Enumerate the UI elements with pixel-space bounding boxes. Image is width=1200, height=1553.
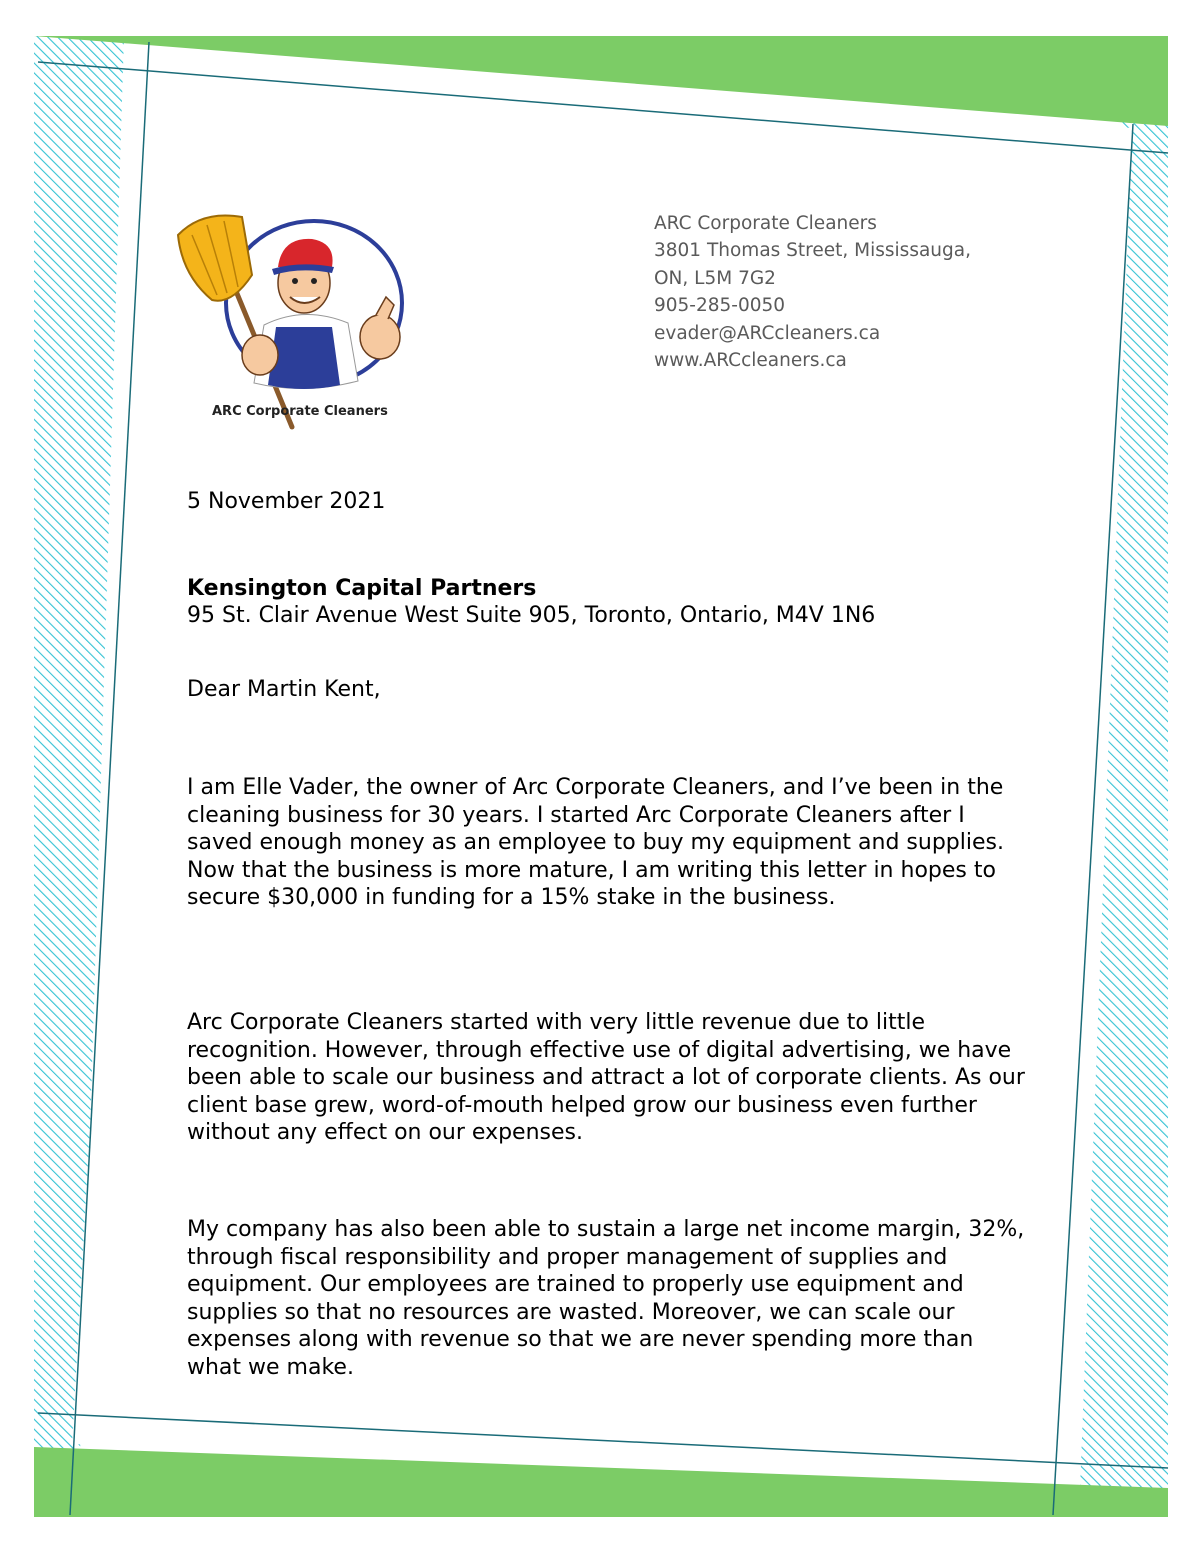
sender-address-line2: ON, L5M 7G2 xyxy=(654,267,776,289)
recipient-name: Kensington Capital Partners xyxy=(187,576,537,601)
salutation: Dear Martin Kent, xyxy=(187,677,381,702)
sender-website: www.ARCcleaners.ca xyxy=(654,350,847,372)
recipient-address: 95 St. Clair Avenue West Suite 905, Toronto, Ontario, M4V 1N6 xyxy=(187,603,876,628)
sender-company: ARC Corporate Cleaners xyxy=(654,213,877,234)
logo-caption: ARC Corporate Cleaners xyxy=(212,404,388,419)
body-paragraph: Arc Corporate Cleaners started with very little revenue due to little recognition. However, through effective use of digital advertising, we have been able to scale our business and attract a lot of corporate clients. As our client base grew, word-of-mouth helped grow our business even further without any effect on our expenses. xyxy=(187,1010,1025,1145)
company-logo xyxy=(172,205,407,430)
body-paragraph: I am Elle Vader, the owner of Arc Corporate Cleaners, and I’ve been in the cleaning business for 30 years. I started Arc Corporate Cleaners after I saved enough money as an employee to buy my equipment and supplies. Now that the business is more mature, I am writing this letter in hopes to secure $30,000 in funding for a 15% stake in the business. xyxy=(187,775,1004,910)
letter-date: 5 November 2021 xyxy=(187,489,386,514)
body-paragraph: My company has also been able to sustain a large net income margin, 32%, through fiscal responsibility and proper management of supplies and equipment. Our employees are trained to properly use equipment and supplies so that no resources are wasted. Moreover, we can scale our expenses along with revenue so that we are never spending more than what we make. xyxy=(187,1217,1025,1380)
sender-block xyxy=(654,210,971,374)
sender-email: evader@ARCcleaners.ca xyxy=(654,322,881,344)
sender-phone: 905-285-0050 xyxy=(654,295,786,317)
sender-address-line1: 3801 Thomas Street, Mississauga, xyxy=(654,240,971,262)
